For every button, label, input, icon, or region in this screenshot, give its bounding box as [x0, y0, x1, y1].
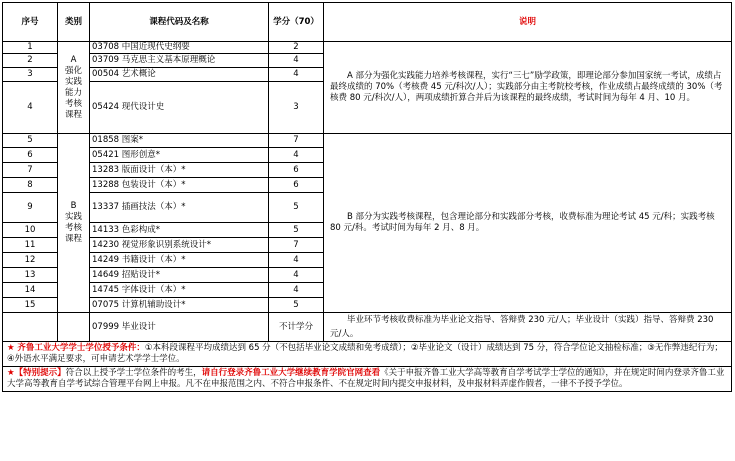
row-no: 4 [3, 82, 58, 134]
row-no: 6 [3, 148, 58, 163]
row-credit: 4 [269, 54, 324, 68]
row-credit: 3 [269, 82, 324, 134]
row-credit: 4 [269, 268, 324, 283]
row-course: 14745 字体设计（本）* [90, 283, 269, 298]
row-credit: 5 [269, 193, 324, 223]
header-row [3, 3, 732, 42]
table-row [3, 313, 732, 342]
row-no: 8 [3, 178, 58, 193]
row-course: 07999 毕业设计 [90, 313, 269, 342]
category-a-line: 实践 [64, 76, 82, 87]
row-course: 03709 马克思主义基本原理概论 [90, 54, 269, 68]
row-course: 14230 视觉形象识别系统设计* [90, 238, 269, 253]
row-credit: 7 [269, 238, 324, 253]
category-a-line: 考核 [64, 98, 82, 109]
row-credit: 5 [269, 223, 324, 238]
category-b-line: B [70, 201, 77, 211]
category-a-line: A [70, 54, 77, 65]
table-row [3, 42, 732, 54]
row-no: 13 [3, 268, 58, 283]
category-a-cell [58, 42, 90, 134]
row-no: 11 [3, 238, 58, 253]
tip-title: 【特别提示】 [14, 368, 66, 378]
row-credit: 6 [269, 178, 324, 193]
header-course: 课程代码及名称 [90, 3, 269, 42]
star-icon: ★ [7, 343, 15, 353]
note-a: A 部分为强化实践能力培养考核课程，实行“三七”励学政策，即理论部分参加国家统一考试，成绩占最终成绩的 70%（考核费 45 元/科次/人）；实践部分由主考院校考核，作业成绩占最终成绩的 30%（考核费 80 元/科次/人），两项成绩折算合并后为该课程的最终成绩，考试时间为每年 4 月、10 月。 [324, 42, 732, 134]
row-credit: 7 [269, 134, 324, 148]
header-category: 类别 [58, 3, 90, 42]
table-row [3, 134, 732, 148]
row-credit: 6 [269, 163, 324, 178]
row-credit: 4 [269, 68, 324, 82]
header-seq: 序号 [3, 3, 58, 42]
header-credit: 学分（70） [269, 3, 324, 42]
category-a-line: 课程 [64, 109, 82, 120]
special-tip [3, 367, 732, 392]
tip-link-text: 请自行登录齐鲁工业大学继续教育学院官网查看 [201, 368, 381, 378]
row-course: 05424 现代设计史 [90, 82, 269, 134]
row-no: 12 [3, 253, 58, 268]
row-no: 9 [3, 193, 58, 223]
row-no: 5 [3, 134, 58, 148]
row-no: 1 [3, 42, 58, 54]
degree-title: 齐鲁工业大学学士学位授予条件： [17, 343, 145, 353]
row-credit: 4 [269, 148, 324, 163]
row-course: 13288 包装设计（本）* [90, 178, 269, 193]
row-no: 3 [3, 68, 58, 82]
header-note: 说明 [324, 3, 732, 42]
row-credit: 不计学分 [269, 313, 324, 342]
row-course: 05421 图形创意* [90, 148, 269, 163]
row-no: 15 [3, 298, 58, 313]
footer-row-degree [3, 342, 732, 367]
category-a-line: 能力 [64, 87, 82, 98]
degree-conditions [3, 342, 732, 367]
row-course: 14649 招贴设计* [90, 268, 269, 283]
row-course: 13283 版面设计（本）* [90, 163, 269, 178]
row-course: 00504 艺术概论 [90, 68, 269, 82]
row-course: 01858 图案* [90, 134, 269, 148]
row-course: 07075 计算机辅助设计* [90, 298, 269, 313]
footer-row-tip [3, 367, 732, 392]
row-course: 03708 中国近现代史纲要 [90, 42, 269, 54]
row-credit: 4 [269, 283, 324, 298]
row-no: 10 [3, 223, 58, 238]
row-no [3, 313, 58, 342]
category-b-cell [58, 134, 90, 313]
row-course: 14133 色彩构成* [90, 223, 269, 238]
course-table [2, 2, 732, 392]
degree-text: ①本科段课程平均成绩达到 65 分（不包括毕业论文成绩和免考成绩）；②毕业论文（设计）成绩达到 75 分，符合学位论文抽检标准；③无作弊违纪行为；④外语水平满足要求，可申请艺术学学士学位。 [7, 343, 723, 364]
category-b-line: 课程 [64, 234, 82, 244]
row-no: 14 [3, 283, 58, 298]
grad-category-empty [58, 313, 90, 342]
category-b-line: 实践 [64, 212, 82, 222]
row-no: 2 [3, 54, 58, 68]
tip-text-b: 《关于申报齐鲁工业大学高等教育自学考试学士学位的通知》，并在规定时间内登录齐鲁工业大学高等教育自学考试综合管理平台网上申报。凡不在申报范围之内、不符合申报条件、不在规定时间内提交申报材料，及申报材料弄虚作假者，一律不予授予学位。 [7, 368, 725, 389]
row-course: 13337 插画技法（本）* [90, 193, 269, 223]
category-a-line: 强化 [64, 65, 82, 76]
row-credit: 4 [269, 253, 324, 268]
note-b: B 部分为实践考核课程，包含理论部分和实践部分考核，收费标准为理论考试 45 元/科；实践考核 80 元/科。考试时间为每年 2 月、8 月。 [324, 134, 732, 313]
row-credit: 2 [269, 42, 324, 54]
star-icon: ★ [7, 368, 15, 378]
tip-text-a: 符合以上授予学士学位条件的考生， [65, 368, 202, 378]
row-no: 7 [3, 163, 58, 178]
row-credit: 5 [269, 298, 324, 313]
category-b-line: 考核 [64, 223, 82, 233]
note-grad: 毕业环节考核收费标准为毕业论文指导、答辩费 230 元/人；毕业设计（实践）指导、答辩费 230 元/人。 [324, 313, 732, 342]
row-course: 14249 书籍设计（本）* [90, 253, 269, 268]
